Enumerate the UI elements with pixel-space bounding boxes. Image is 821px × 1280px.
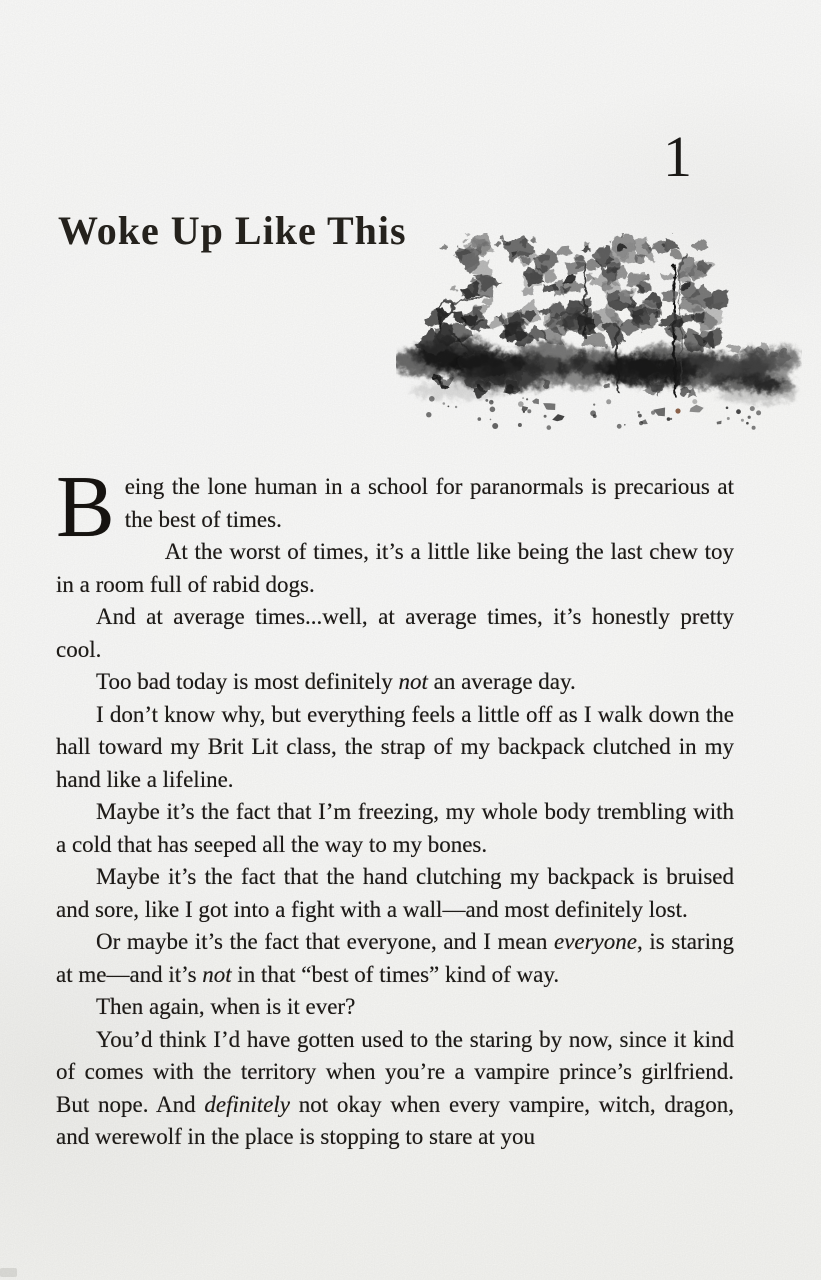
text-run: Maybe it’s the fact that I’m freezing, my whole body trembling with a cold that has seeped all the way to my bones.: [56, 799, 734, 857]
brown-speck: [675, 408, 680, 413]
chapter-illustration: [396, 233, 802, 438]
text-run: , is staring at me—and it’s: [56, 929, 734, 987]
paragraph: [56, 601, 734, 666]
chapter-number: 1: [663, 124, 693, 189]
photo-artifact: [0, 1268, 17, 1277]
text-run: And at average times...well, at average times, it’s honestly pretty cool.: [56, 604, 734, 662]
text-run: Then again, when is it ever?: [96, 994, 356, 1019]
text-run: Or maybe it’s the fact that everyone, and I mean: [96, 929, 554, 954]
paragraph: [56, 699, 734, 797]
italic-text-run: everyone: [553, 929, 637, 954]
text-run: At the worst of times, it’s a little like being the last chew toy in a room full of rabid dogs.: [56, 539, 734, 597]
text-run: in that “best of times” kind of way.: [231, 961, 560, 987]
text-run: Maybe it’s the fact that the hand clutching my backpack is bruised and sore, like I got into a fight with a wall—and most definitely lost.: [56, 864, 734, 922]
rubble-ink-illustration: [396, 233, 802, 438]
paragraph: [56, 1024, 734, 1154]
chapter-title: Woke Up Like This: [58, 208, 407, 253]
paragraph: [56, 796, 734, 861]
paragraph: [56, 991, 734, 1024]
text-run: Too bad today is most definitely: [96, 669, 399, 694]
text-run: an average day.: [427, 669, 576, 694]
italic-text-run: not: [398, 669, 428, 694]
paragraph: [56, 459, 734, 556]
italic-text-run: definitely: [204, 1091, 290, 1117]
paragraph: [56, 926, 734, 991]
text-run: eing the lone human in a school for paranormals is precarious at the best of times.: [124, 474, 734, 532]
text-run: You’d think I’d have gotten used to the staring by now, since it kind of comes with the territory when you’re a vampire prince’s girlfriend. But nope. And: [56, 1026, 734, 1117]
paragraph: [56, 536, 734, 601]
drop-cap: B: [56, 459, 115, 556]
paragraph: [56, 666, 734, 699]
paragraph: [56, 861, 734, 926]
italic-text-run: not: [202, 961, 232, 987]
text-run: not okay when every vampire, witch, dragon, and werewolf in the place is stopping to stare at you: [56, 1091, 734, 1149]
body-text: [56, 459, 734, 1154]
text-run: I don’t know why, but everything feels a little off as I walk down the hall toward my Brit Lit class, the strap of my backpack clutched in my hand like a lifeline.: [56, 701, 734, 792]
